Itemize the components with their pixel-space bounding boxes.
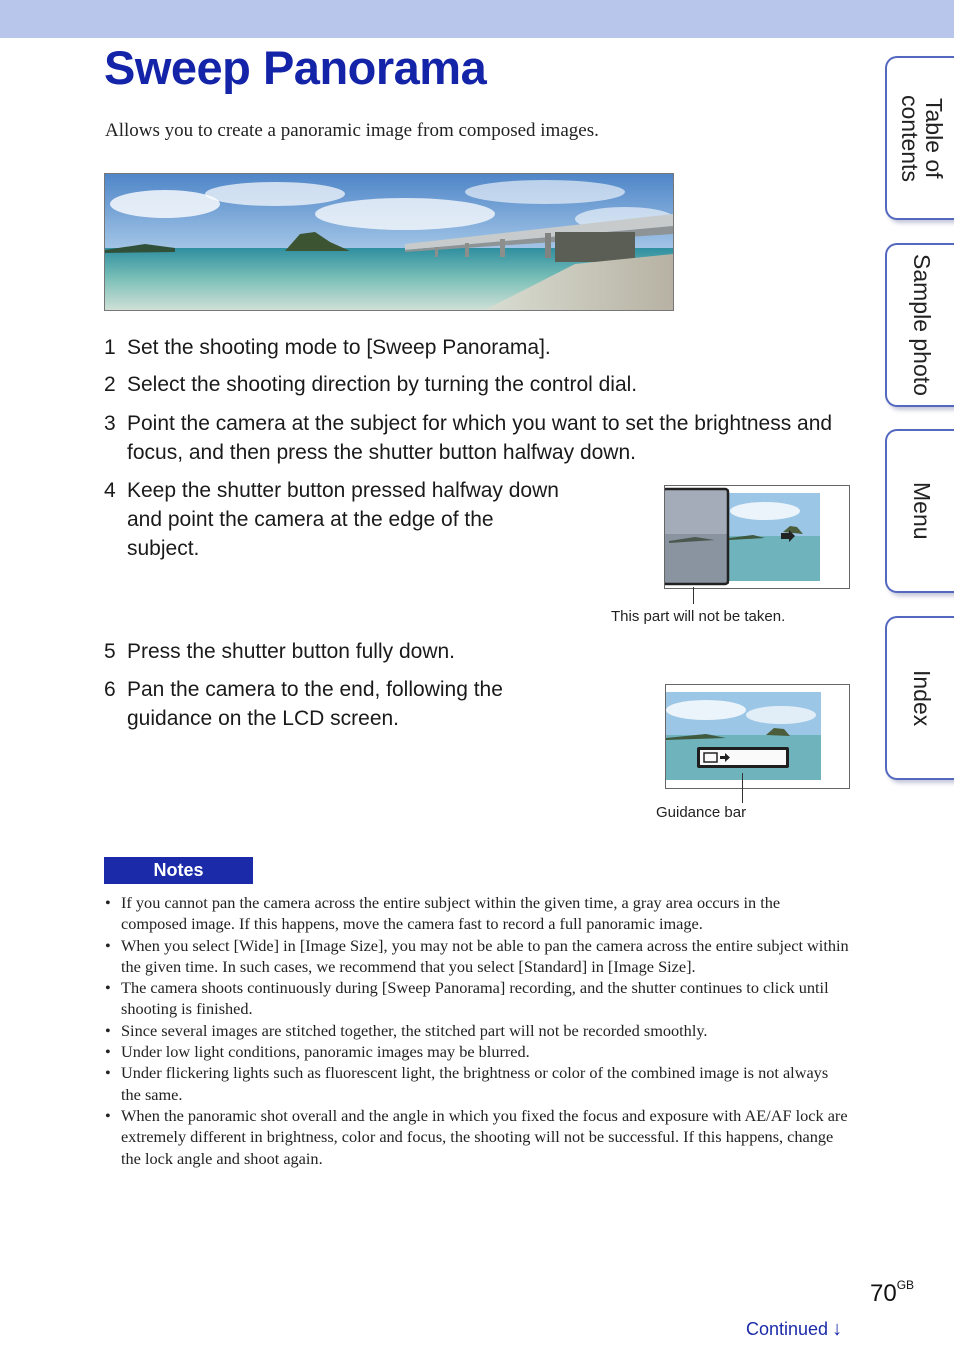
notes-header: Notes xyxy=(104,857,253,884)
guidance-figure xyxy=(665,684,850,789)
step-3 xyxy=(104,409,844,467)
page-suffix: GB xyxy=(896,1278,915,1292)
tab-sample-photo[interactable] xyxy=(885,243,954,407)
step-number: 4 xyxy=(104,479,116,502)
list-item: • The camera shoots continuously during [Sweep Panorama] recording, and the shutter continues to click until shooting is finished. xyxy=(104,977,849,1020)
step-5 xyxy=(104,637,604,666)
tab-label: Table of contents xyxy=(897,94,947,182)
list-item: • If you cannot pan the camera across the entire subject within the given time, a gray area occurs in the composed image. If this happens, move the camera fast to record a full panoramic image. xyxy=(104,892,849,935)
step-number: 3 xyxy=(104,412,116,435)
step-1 xyxy=(104,333,864,362)
list-item: • When you select [Wide] in [Image Size], you may not be able to pan the camera across the entire subject within the given time. In such cases, we recommend that you select [Standard] in [Image Size]. xyxy=(104,935,849,978)
guidance-caption: Guidance bar xyxy=(656,804,747,821)
edge-pointer-line xyxy=(693,587,694,604)
step-number: 1 xyxy=(104,336,116,359)
step-2 xyxy=(104,370,864,399)
step-text: Keep the shutter button pressed halfway down and point the camera at the edge of the subject. xyxy=(127,479,559,560)
tab-index[interactable] xyxy=(885,616,954,780)
page-number xyxy=(870,1280,914,1308)
step-number: 2 xyxy=(104,373,116,396)
edge-figure xyxy=(664,485,850,589)
list-item: • When the panoramic shot overall and the angle in which you fixed the focus and exposure with AE/AF lock are extremely different in brightness, color and focus, the shooting will not be successful. If this happens, change the lock angle and shoot again. xyxy=(104,1105,849,1169)
notes-list xyxy=(104,892,849,1169)
step-text: Press the shutter button fully down. xyxy=(127,640,456,663)
continued-link[interactable] xyxy=(746,1318,842,1341)
top-bar xyxy=(0,0,954,38)
edge-caption: This part will not be taken. xyxy=(611,608,786,625)
step-text: Pan the camera to the end, following the guidance on the LCD screen. xyxy=(127,678,503,730)
list-item: • Since several images are stitched together, the stitched part will not be recorded smoothly. xyxy=(104,1020,849,1041)
panorama-photo xyxy=(104,173,674,311)
step-text: Set the shooting mode to [Sweep Panorama]. xyxy=(127,336,551,359)
tab-label: Sample photo xyxy=(909,254,935,396)
list-item: • Under flickering lights such as fluorescent light, the brightness or color of the combined image is not always the same. xyxy=(104,1062,849,1105)
step-number: 5 xyxy=(104,640,116,663)
step-4 xyxy=(104,476,564,563)
guidance-pointer-line xyxy=(742,773,743,803)
page-number-value: 70 xyxy=(870,1280,897,1307)
continued-label: Continued xyxy=(746,1319,829,1339)
tab-table-of-contents[interactable] xyxy=(885,56,954,220)
step-text: Select the shooting direction by turning the control dial. xyxy=(127,373,638,396)
step-number: 6 xyxy=(104,678,116,701)
page-title: Sweep Panorama xyxy=(104,41,487,94)
tab-menu[interactable] xyxy=(885,429,954,593)
step-text: Point the camera at the subject for which you want to set the brightness and focus, and then press the shutter button halfway down. xyxy=(127,412,833,464)
tab-label: Index xyxy=(909,669,935,727)
tab-label: Menu xyxy=(909,482,935,540)
intro-text: Allows you to create a panoramic image from composed images. xyxy=(105,120,599,141)
down-arrow-icon: ↓ xyxy=(832,1318,843,1340)
list-item: • Under low light conditions, panoramic images may be blurred. xyxy=(104,1041,849,1062)
step-6 xyxy=(104,675,564,733)
